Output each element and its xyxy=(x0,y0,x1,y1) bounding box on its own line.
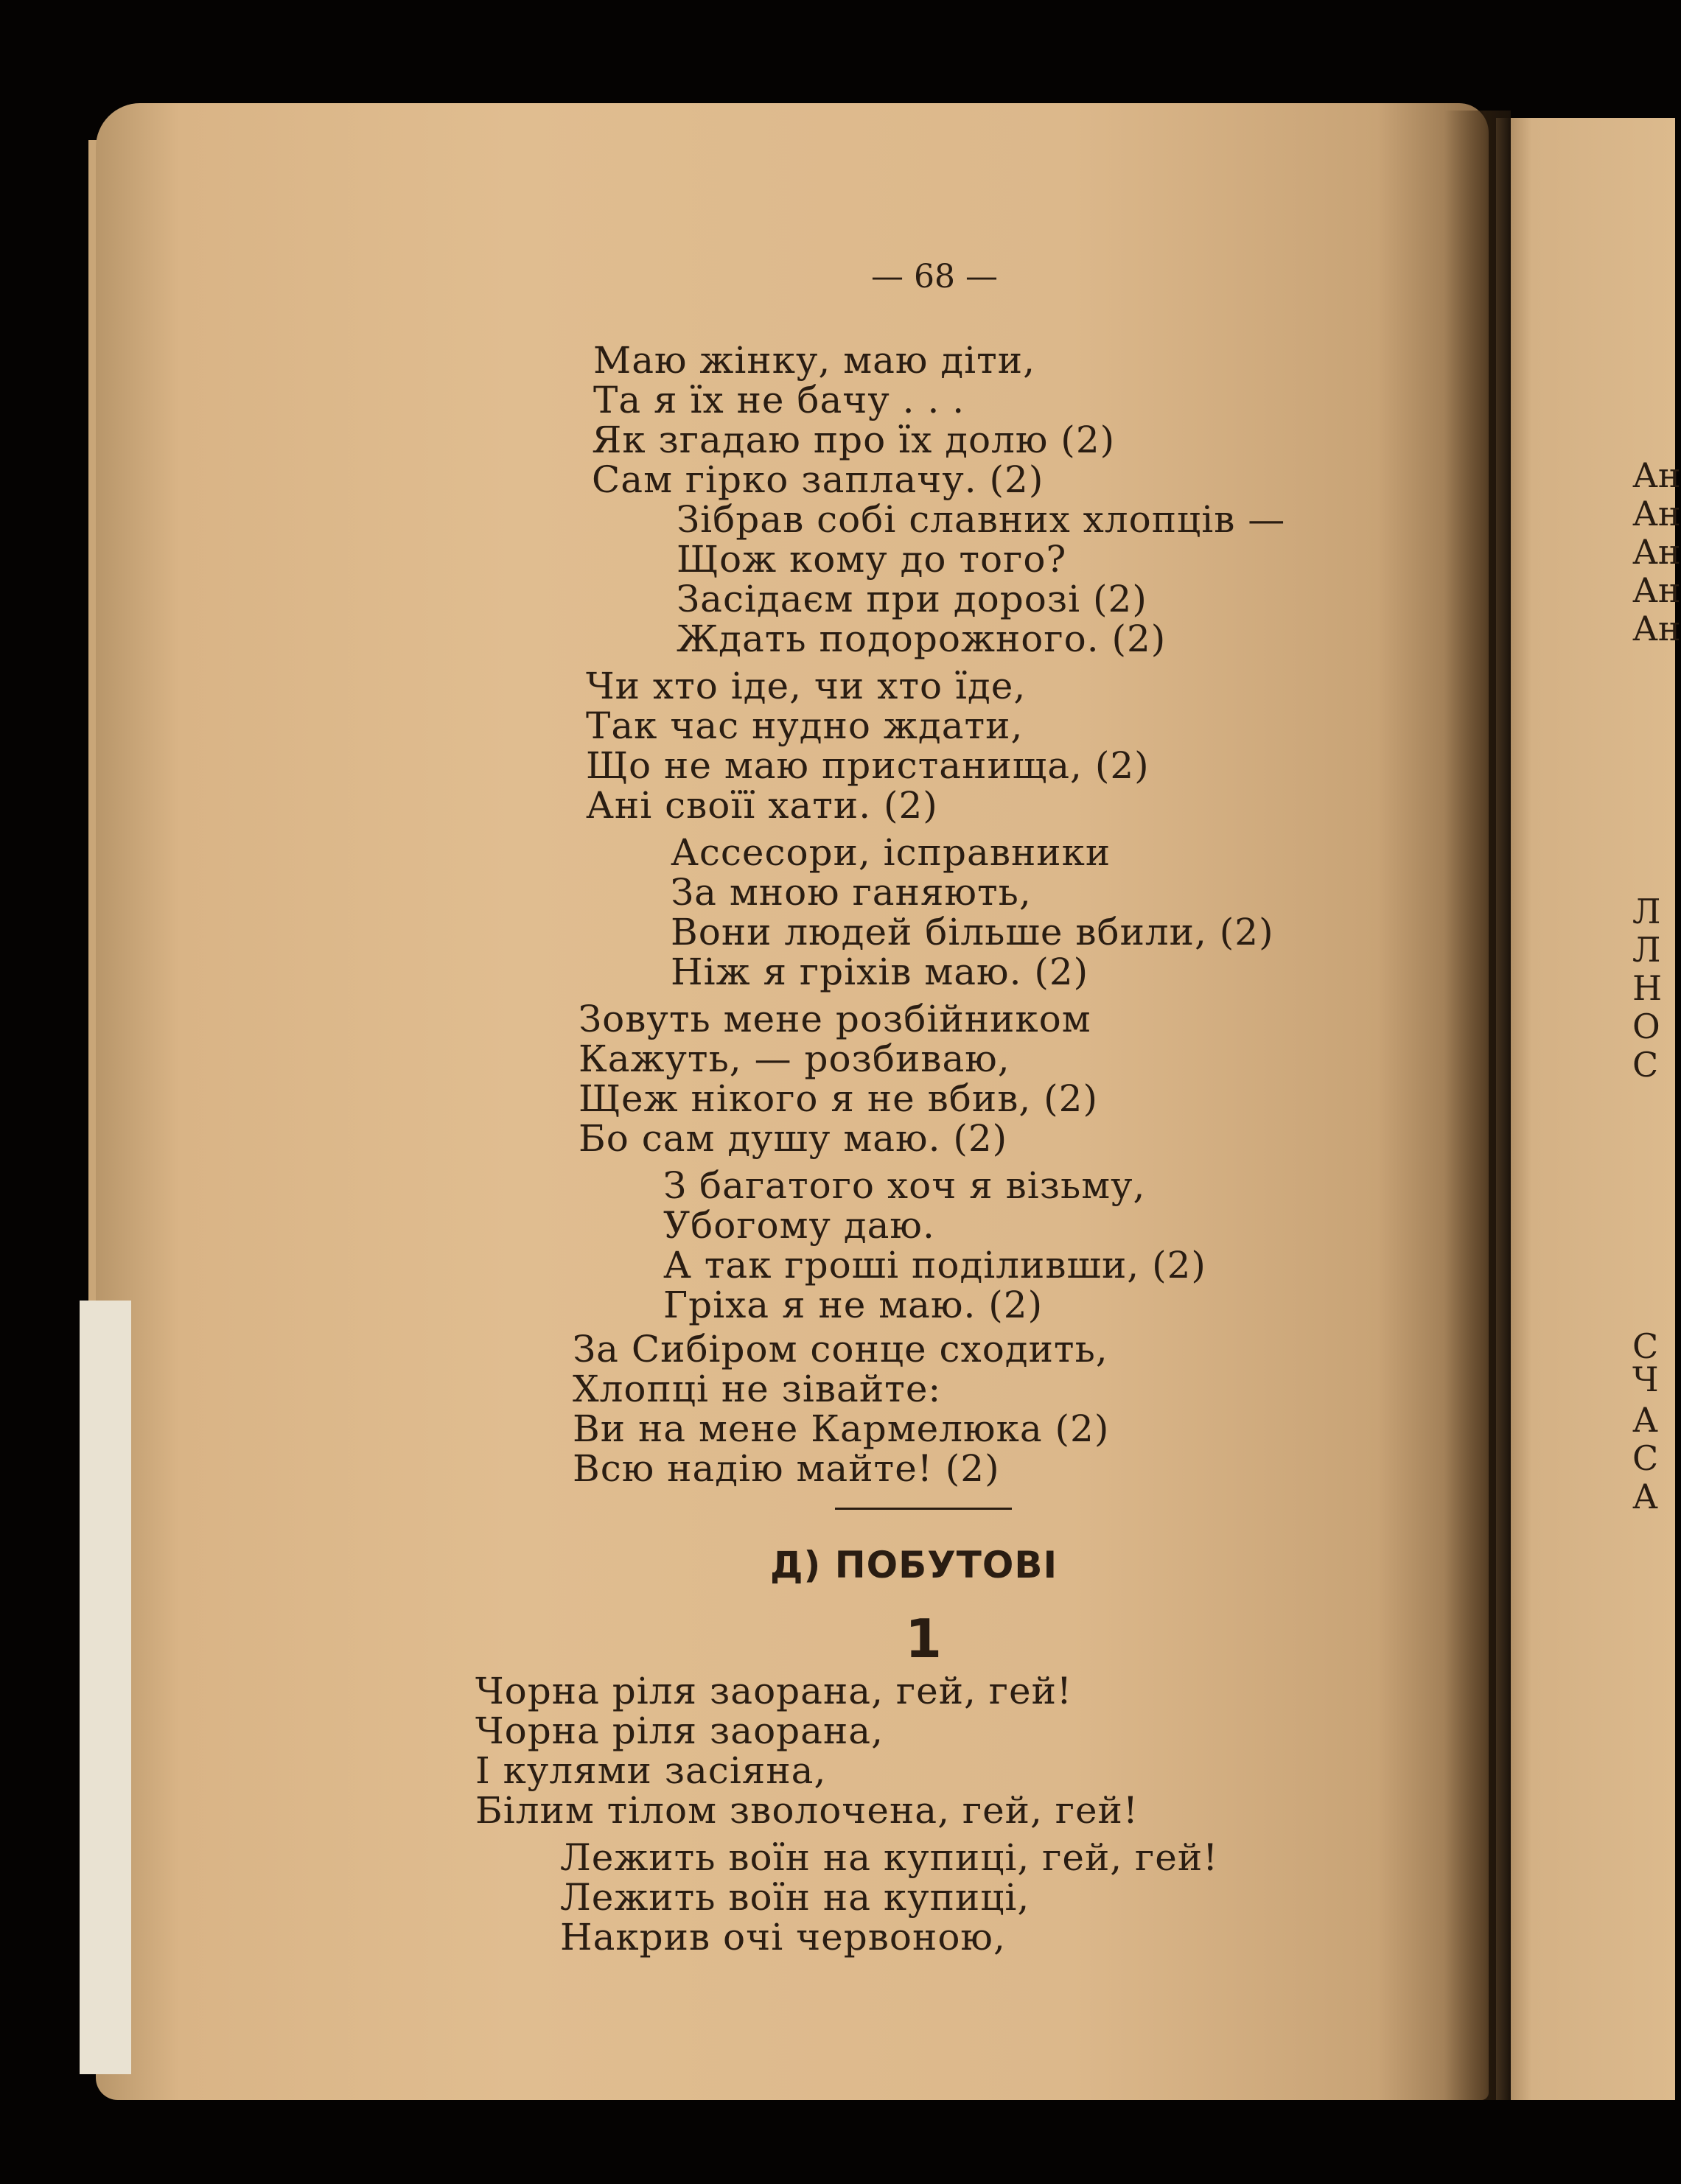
facing-line: Ан xyxy=(1632,609,1681,648)
facing-line: Ч xyxy=(1632,1359,1659,1399)
verse-line: Маю жінку, маю діти, xyxy=(593,339,1035,382)
facing-line: А xyxy=(1632,1477,1658,1516)
verse-line: Убогому даю. xyxy=(663,1204,935,1247)
verse-line: За Сибіром сонце сходить, xyxy=(573,1328,1108,1371)
facing-line: С xyxy=(1632,1438,1659,1478)
verse-line: Ассесори, ісправники xyxy=(671,831,1111,874)
verse-line: Засідаєм при дорозі (2) xyxy=(677,578,1147,620)
facing-line: С xyxy=(1632,1326,1659,1366)
facing-line: Ан xyxy=(1632,570,1681,610)
verse-line: Ані своїї хати. (2) xyxy=(586,784,938,827)
verse-line: Так час нудно ждати, xyxy=(586,704,1024,747)
verse-line: Вони людей більше вбили, (2) xyxy=(671,911,1274,953)
verse-line: А так гроші поділивши, (2) xyxy=(663,1244,1206,1287)
verse-line: Як згадаю про їх долю (2) xyxy=(592,419,1116,461)
verse-line: З багатого хоч я візьму, xyxy=(663,1164,1146,1207)
song-number: 1 xyxy=(905,1608,943,1670)
song-line: Білим тілом зволочена, гей, гей! xyxy=(475,1789,1139,1832)
facing-line: О xyxy=(1632,1007,1660,1046)
verse-line: Сам гірко заплачу. (2) xyxy=(592,458,1044,501)
verse-line: Ніж я гріхів маю. (2) xyxy=(671,951,1089,993)
page-number: — 68 — xyxy=(871,258,998,295)
song-line: Накрив очі червоною, xyxy=(560,1916,1006,1959)
song-line: Чорна ріля заорана, xyxy=(475,1709,884,1752)
verse-line: Та я їх не бачу . . . xyxy=(593,379,965,421)
song-line: Лежить воїн на купиці, xyxy=(560,1876,1030,1919)
verse-line: Щож кому до того? xyxy=(677,538,1067,581)
verse-line: Ждать подорожного. (2) xyxy=(677,617,1167,660)
facing-line: Ан xyxy=(1632,455,1681,495)
verse-line: Зовуть мене розбійником xyxy=(579,998,1091,1040)
verse-line: Кажуть, — розбиваю, xyxy=(579,1037,1010,1080)
facing-line: С xyxy=(1632,1045,1659,1085)
song-line: І кулями засіяна, xyxy=(475,1749,827,1792)
verse-line: Щеж нікого я не вбив, (2) xyxy=(579,1077,1098,1120)
song-line: Лежить воїн на купиці, гей, гей! xyxy=(560,1836,1219,1879)
facing-line: Ан xyxy=(1632,532,1681,572)
verse-line: Хлопці не зівайте: xyxy=(573,1368,942,1410)
section-heading: Д) ПОБУТОВІ xyxy=(770,1544,1058,1586)
verse-line: Ви на мене Кармелюка (2) xyxy=(573,1407,1110,1450)
verse-line: Що не маю пристанища, (2) xyxy=(586,744,1150,787)
verse-line: За мною ганяють, xyxy=(671,871,1032,914)
facing-line: А xyxy=(1632,1400,1658,1440)
song-line: Чорна ріля заорана, гей, гей! xyxy=(475,1670,1073,1712)
facing-line: Л xyxy=(1632,892,1661,931)
facing-line: Ан xyxy=(1632,494,1681,533)
verse-line: Зібрав собі славних хлопців — xyxy=(677,498,1286,541)
verse-line: Гріха я не маю. (2) xyxy=(663,1284,1044,1326)
facing-line: Н xyxy=(1632,968,1663,1008)
verse-line: Всю надію майте! (2) xyxy=(573,1447,1000,1490)
verse-line: Чи хто іде, чи хто їде, xyxy=(586,665,1027,707)
verse-line: Бо сам душу маю. (2) xyxy=(579,1117,1008,1160)
facing-line: Л xyxy=(1632,930,1661,970)
